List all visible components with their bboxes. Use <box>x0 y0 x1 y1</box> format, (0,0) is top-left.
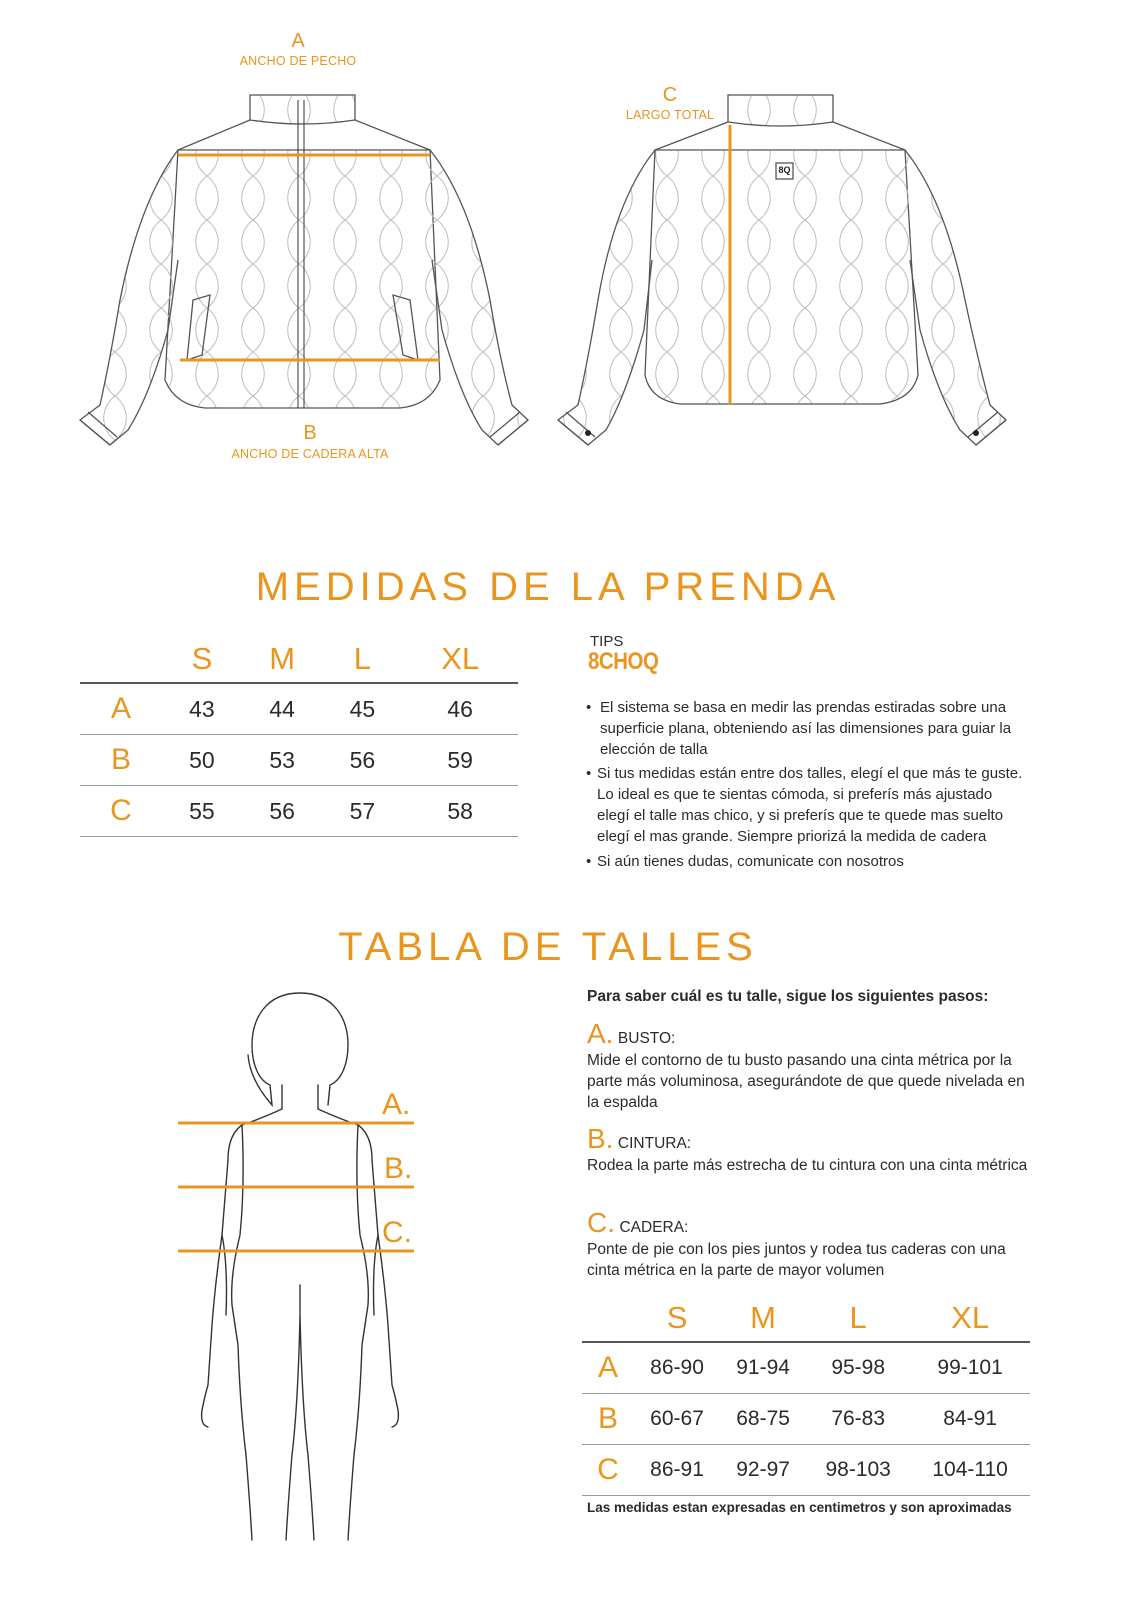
tips-list <box>586 697 1026 872</box>
tip-text: El sistema se basa en medir las prendas estiradas sobre una superficie plana, obteniendo así las dimensiones para guiar la elección de talla <box>600 699 1012 758</box>
row-key: A <box>80 683 162 735</box>
step-name: CINTURA: <box>617 1135 692 1152</box>
cell: 59 <box>402 735 518 786</box>
step-b <box>587 1123 1037 1176</box>
cell: 86-91 <box>634 1445 720 1496</box>
cuff-button-left <box>585 430 591 436</box>
tips-brand-logo: 8CHOQ <box>588 648 659 675</box>
cell: 44 <box>242 683 323 735</box>
cell: 57 <box>322 786 402 837</box>
cell: 92-97 <box>720 1445 806 1496</box>
cell: 104-110 <box>910 1445 1030 1496</box>
cell: 50 <box>162 735 242 786</box>
medidas-title: MEDIDAS DE LA PRENDA <box>255 565 841 609</box>
step-name: BUSTO: <box>617 1030 676 1047</box>
medidas-size-m: M <box>242 636 323 683</box>
medidas-size-s: S <box>162 636 242 683</box>
table-row <box>80 683 518 735</box>
back-logo: 8Q <box>778 165 791 175</box>
body-label-b: B. <box>384 1152 413 1185</box>
step-a <box>587 1018 1037 1113</box>
list-item: • Si aún tienes dudas, comunicate con nosotros <box>586 853 904 870</box>
step-desc: Rodea la parte más estrecha de tu cintura con una cinta métrica <box>587 1157 1028 1174</box>
list-item: • El sistema se basa en medir las prendas estiradas sobre una superficie plana, obteniendo así las dimensiones para guiar la elección de talla <box>586 699 1012 758</box>
step-letter: C. <box>587 1207 615 1238</box>
label-a-letter: A <box>291 30 305 52</box>
row-key: C <box>80 786 162 837</box>
list-item: • Si tus medidas están entre dos talles, elegí el que más te guste. Lo ideal es que te sientas cómoda, si preferís más ajustado elegí el talle mas chico, y si preferís que te quede mas suelto elegí el mas grande. Siempre priorizá la medida de cadera <box>586 765 1023 845</box>
step-letter: A. <box>587 1018 614 1049</box>
cell: 58 <box>402 786 518 837</box>
cell: 99-101 <box>910 1342 1030 1394</box>
table-row <box>582 1445 1030 1496</box>
cuff-button-right <box>973 430 979 436</box>
table-row <box>80 735 518 786</box>
cell: 68-75 <box>720 1394 806 1445</box>
cell: 55 <box>162 786 242 837</box>
row-key: B <box>80 735 162 786</box>
step-desc: Ponte de pie con los pies juntos y rodea tus caderas con una cinta métrica en la parte de mayor volumen <box>587 1241 1006 1279</box>
label-b-text: ANCHO DE CADERA ALTA <box>231 447 389 461</box>
talles-size-xl: XL <box>910 1295 1030 1342</box>
cell: 56 <box>242 786 323 837</box>
talles-title: TABLA DE TALLES <box>338 925 758 969</box>
cell: 76-83 <box>806 1394 910 1445</box>
step-desc: Mide el contorno de tu busto pasando una cinta métrica por la parte más voluminosa, asegurándote de que quede nivelada en la espalda <box>587 1052 1025 1111</box>
steps-intro: Para saber cuál es tu talle, sigue los siguientes pasos: <box>587 988 989 1005</box>
medidas-size-xl: XL <box>402 636 518 683</box>
step-c <box>587 1207 1017 1281</box>
row-key: A <box>582 1342 634 1394</box>
body-measure-lines <box>160 1090 420 1270</box>
tips-label: TIPS <box>590 633 624 650</box>
cell: 60-67 <box>634 1394 720 1445</box>
body-label-c: C. <box>382 1216 412 1249</box>
cell: 45 <box>322 683 402 735</box>
table-row <box>582 1394 1030 1445</box>
talles-size-m: M <box>720 1295 806 1342</box>
step-letter: B. <box>587 1123 614 1154</box>
talles-size-l: L <box>806 1295 910 1342</box>
cell: 95-98 <box>806 1342 910 1394</box>
cell: 43 <box>162 683 242 735</box>
body-label-a: A. <box>382 1088 411 1121</box>
row-key: B <box>582 1394 634 1445</box>
tip-text: Si tus medidas están entre dos talles, elegí el que más te guste. Lo ideal es que te sientas cómoda, si preferís más ajustado elegí el talle mas chico, y si preferís que te quede mas suelto elegí el mas grande. Siempre priorizá la medida de cadera <box>597 765 1023 845</box>
row-key: C <box>582 1445 634 1496</box>
table-row <box>582 1342 1030 1394</box>
tip-text: Si aún tienes dudas, comunicate con nosotros <box>597 853 904 870</box>
footnote: Las medidas estan expresadas en centimetros y son aproximadas <box>587 1500 1012 1515</box>
cell: 53 <box>242 735 323 786</box>
talles-table <box>582 1295 1030 1496</box>
label-c-letter: C <box>662 84 678 106</box>
cell: 84-91 <box>910 1394 1030 1445</box>
jacket-back <box>558 95 1006 445</box>
label-c-text: LARGO TOTAL <box>625 108 715 122</box>
step-name: CADERA: <box>619 1219 689 1236</box>
cell: 91-94 <box>720 1342 806 1394</box>
cell: 86-90 <box>634 1342 720 1394</box>
talles-size-s: S <box>634 1295 720 1342</box>
label-a-text: ANCHO DE PECHO <box>239 54 357 68</box>
medidas-size-l: L <box>322 636 402 683</box>
cell: 46 <box>402 683 518 735</box>
cell: 98-103 <box>806 1445 910 1496</box>
medidas-table <box>80 636 518 837</box>
cell: 56 <box>322 735 402 786</box>
label-b-letter: B <box>303 422 317 444</box>
table-row <box>80 786 518 837</box>
garment-illustrations <box>0 0 1131 470</box>
